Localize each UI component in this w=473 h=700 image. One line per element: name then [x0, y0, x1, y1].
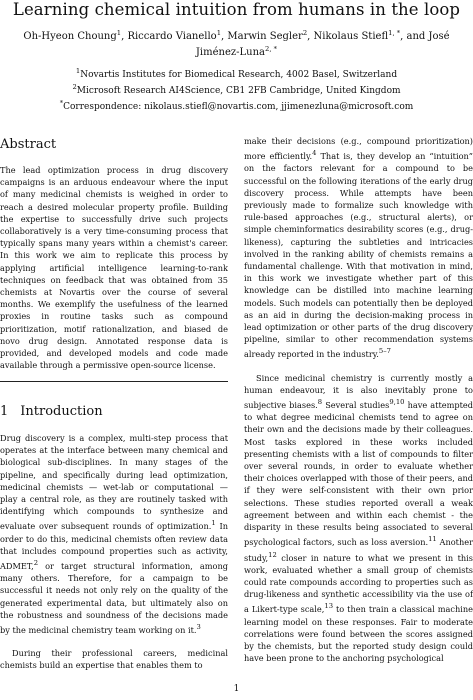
intro-paragraph-1: Drug discovery is a complex, multi-step process that operates at the interface between many chemical and biological sub-disciplines. In many stages of the pipeline, and specifically during lead optimization, medicinal chemists — wet-lab or computational — play a central role, as they are routinely tasked with identifying which compounds to synthesize and evaluate over subsequent rounds of optimization.$^1$ In order to do this, medicinal chemists often review data that includes compound properties such as activity, ADMET,$^2$ or target structural information, among many others. Therefore, for a campaign to be successful it needs not only rely on the quality of the generated experimental data, but ultimately also on the robustness and soundness of the decisions made by the medicinal chemistry team working on it.$^3$	[0, 433, 228, 636]
section-number: 1	[0, 404, 9, 419]
author-name: Marwin Segler	[227, 31, 303, 42]
affiliation-2: $^2$Microsoft Research AI4Science, CB1 2FB Cambridge, United Kingdom	[72, 82, 401, 96]
author-name: Oh-Hyeon Choung	[23, 31, 117, 42]
citation: 3	[196, 623, 201, 632]
intro-paragraph-2-cont: make their decisions (e.g., compound prioritization) more efficiently.$^4$ That is, they develop an “intuition” on the factors relevant for a compound to be successful on the following iterations of the early drug discovery process. While attempts have been previously made to formalize such knowledge with rule-based approaches (e.g., structural alerts), or simple cheminformatics desirability scores (e.g., drug-likeness), capturing the subtleties and intricacies involved in the ranking ability of chemists remains a fundamental challenge. With that motivation in mind, in this work we investigate whether part of this knowledge can be distilled into machine learning models. Such models can potentially then be deployed as an aid in during the decision-making process in lead optimization or other parts of the drug discovery pipeline, similar to other recommendation systems already reported in the industry.$^{5-7}$	[244, 136, 473, 360]
page-number: 1	[233, 684, 240, 694]
author-affil-sup: 1, *	[388, 29, 401, 37]
author-name: and José	[406, 31, 450, 42]
citation: 11	[428, 535, 437, 544]
author-affil-sup: 1	[116, 29, 122, 37]
citation: 8	[317, 398, 323, 407]
author-list	[0, 27, 473, 59]
intro-paragraph-2: During their professional careers, medicinal chemists build an expertise that enables them to	[0, 648, 228, 671]
abstract-heading: Abstract	[0, 137, 57, 152]
correspondence: *Correspondence: nikolaus.stiefl@novartis.com, jjimenezluna@microsoft.com	[59, 98, 414, 112]
citation: 13	[324, 602, 334, 611]
author-affil-sup: 2, *	[265, 45, 278, 53]
section-heading-introduction	[0, 404, 103, 419]
affiliation-1: $^1$Novartis Institutes for Biomedical Research, 4002 Basel, Switzerland	[75, 67, 398, 80]
introduction-left-column	[0, 432, 228, 672]
author-name: Nikolaus Stiefl	[313, 31, 389, 42]
citation: 2	[33, 559, 39, 568]
intro-paragraph-3: Since medicinal chemistry is currently mostly a human endeavour, it is also inevitably prone to subjective biases.$^8$ Several studies$^{9,10}$ have attempted to what degree medicinal chemists tend to agree on their own and the decisions made by their colleagues. Most tasks explored in these works included presenting chemists with a list of compounds to filter over several rounds, in order to evaluate whether their choices overlapped with those of their peers, and if they were self-consistent with their own prior selections. These studies reported overall a weak agreement between and within each chemist - the disparity in these results being associated to several psychological factors, such as loss aversion.$^{11}$ Another study,$^{12}$ closer in nature to what we present in this work, evaluated whether a small group of chemists could rate compounds according to properties such as drug-likeness and synthetic accessibility via the use of a Likert-type scale,$^{13}$ to then train a classical machine learning model on these responses. Fair to moderate correlations were found between the scores assigned by the chemists, but the reported study design could have been prone to the anchoring psychological	[244, 372, 473, 664]
author-line-2	[0, 43, 473, 59]
abstract-text: The lead optimization process in drug discovery campaigns is an arduous endeavour where the input of many medicinal chemists is weighed in order to reach a desired molecular property profile. Building the expertise to successfully drive such projects collaboratively is a very time-consuming process that typically spans many years within a chemist's career. In this work we aim to replicate this process by applying artificial intelligence learning-to-rank techniques on feedback that was obtained from 35 chemists at Novartis over the course of several months. We exemplify the usefulness of the learned proxies in routine tasks such as compound prioritization, motif rationalization, and biased de novo drug design. Annotated response data is provided, and developed models and code made available through a permissive open-source license.	[0, 165, 228, 371]
citation: 12	[268, 550, 277, 559]
citation: 4	[312, 149, 317, 158]
author-line-1: Oh-Hyeon Choung$^1$, Riccardo Vianello$^1$, Marwin Segler$^2$, Nikolaus Stiefl$^{1, *}$, and José	[23, 29, 450, 42]
paper-title: Learning chemical intuition from humans in the loop	[12, 0, 461, 19]
affiliations	[0, 66, 473, 113]
author-affil-sup: 1	[216, 29, 222, 37]
citation: 5–7	[378, 347, 391, 356]
author-name: Riccardo Vianello	[127, 31, 217, 42]
author-name: Jiménez-Luna	[195, 47, 266, 58]
author-affil-sup: 2	[302, 29, 308, 37]
citation: 9,10	[389, 398, 405, 407]
section-title: Introduction	[20, 404, 103, 419]
abstract-body	[0, 164, 228, 371]
section-divider	[0, 381, 228, 382]
citation: 1	[211, 519, 216, 528]
introduction-right-column	[244, 135, 473, 664]
